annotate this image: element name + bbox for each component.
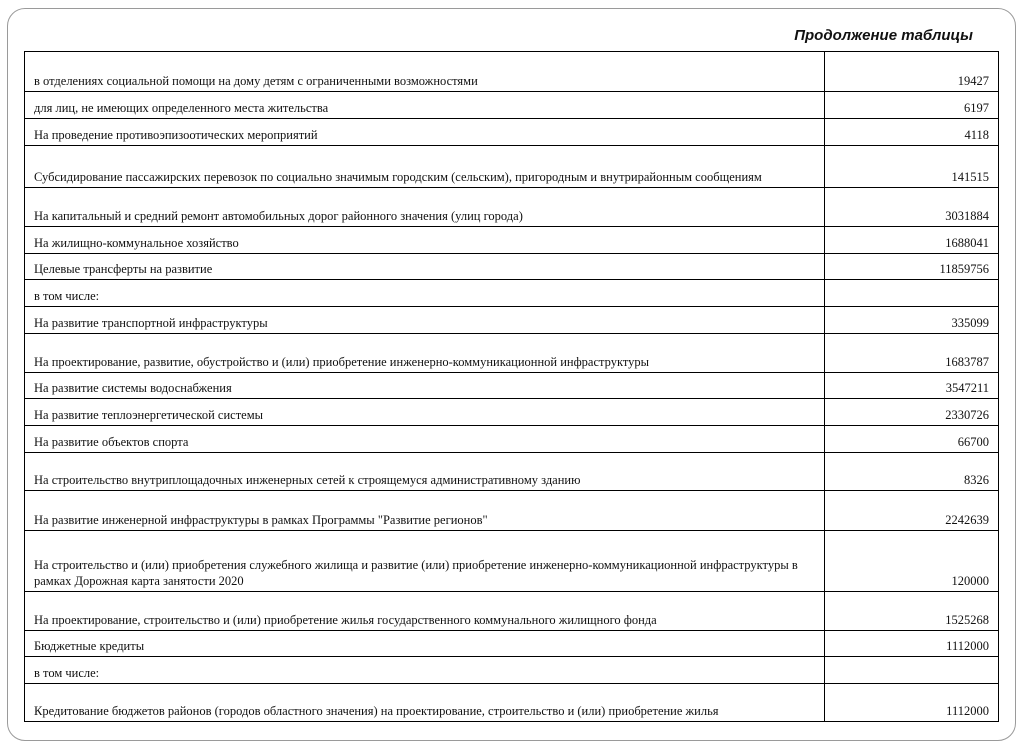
- row-value: 8326: [825, 453, 999, 491]
- table-row: [25, 426, 999, 453]
- row-value: 2330726: [825, 399, 999, 426]
- row-value: 11859756: [825, 254, 999, 280]
- row-value: 4118: [825, 119, 999, 146]
- row-value: [825, 280, 999, 307]
- row-label: На развитие теплоэнергетической системы: [25, 399, 825, 426]
- table-row: [25, 631, 999, 657]
- row-value: 1525268: [825, 592, 999, 631]
- budget-table: [24, 51, 999, 722]
- row-value: 6197: [825, 92, 999, 119]
- row-value: 66700: [825, 426, 999, 453]
- table-row: [25, 52, 999, 92]
- row-label: На проектирование, развитие, обустройство и (или) приобретение инженерно-коммуникационной инфраструктуры: [25, 334, 825, 373]
- row-value: 1688041: [825, 227, 999, 254]
- row-value: 19427: [825, 52, 999, 92]
- row-label: Целевые трансферты на развитие: [25, 254, 825, 280]
- table-row: [25, 227, 999, 254]
- row-label: На проектирование, строительство и (или) приобретение жилья государственного коммунального жилищного фонда: [25, 592, 825, 631]
- row-label: Бюджетные кредиты: [25, 631, 825, 657]
- row-value: 1112000: [825, 684, 999, 722]
- row-label: На развитие инженерной инфраструктуры в рамках Программы "Развитие регионов": [25, 491, 825, 531]
- table-row: [25, 531, 999, 592]
- row-label: На развитие системы водоснабжения: [25, 373, 825, 399]
- row-label: На жилищно-коммунальное хозяйство: [25, 227, 825, 254]
- row-label: в отделениях социальной помощи на дому детям с ограниченными возможностями: [25, 52, 825, 92]
- row-value: 2242639: [825, 491, 999, 531]
- table-row: [25, 491, 999, 531]
- row-value: [825, 657, 999, 684]
- row-label: На развитие объектов спорта: [25, 426, 825, 453]
- table-row: [25, 453, 999, 491]
- row-label: Субсидирование пассажирских перевозок по социально значимым городским (сельским), пригородным и внутрирайонным сообщениям: [25, 146, 825, 188]
- row-label: На строительство и (или) приобретения служебного жилища и развитие (или) приобретение инженерно-коммуникационной инфраструктуры в рамках Дорожная карта занятости 2020: [25, 531, 825, 592]
- row-value: 335099: [825, 307, 999, 334]
- table-row: [25, 280, 999, 307]
- row-value: 120000: [825, 531, 999, 592]
- table-row: [25, 254, 999, 280]
- row-label: Кредитование бюджетов районов (городов областного значения) на проектирование, строительство и (или) приобретение жилья: [25, 684, 825, 722]
- table-row: [25, 188, 999, 227]
- table-row: [25, 119, 999, 146]
- row-label: На капитальный и средний ремонт автомобильных дорог районного значения (улиц города): [25, 188, 825, 227]
- row-label: в том числе:: [25, 657, 825, 684]
- table-row: [25, 334, 999, 373]
- table-row: [25, 307, 999, 334]
- row-value: 1683787: [825, 334, 999, 373]
- table-continuation-caption: Продолжение таблицы: [794, 27, 973, 44]
- table-row: [25, 592, 999, 631]
- row-value: 3547211: [825, 373, 999, 399]
- row-value: 141515: [825, 146, 999, 188]
- row-label: На развитие транспортной инфраструктуры: [25, 307, 825, 334]
- row-label: На строительство внутриплощадочных инженерных сетей к строящемуся административному зданию: [25, 453, 825, 491]
- table-row: [25, 92, 999, 119]
- table-row: [25, 146, 999, 188]
- row-value: 1112000: [825, 631, 999, 657]
- table-row: [25, 657, 999, 684]
- row-label: для лиц, не имеющих определенного места жительства: [25, 92, 825, 119]
- row-value: 3031884: [825, 188, 999, 227]
- table-row: [25, 399, 999, 426]
- table-row: [25, 684, 999, 722]
- row-label: в том числе:: [25, 280, 825, 307]
- table-row: [25, 373, 999, 399]
- row-label: На проведение противоэпизоотических мероприятий: [25, 119, 825, 146]
